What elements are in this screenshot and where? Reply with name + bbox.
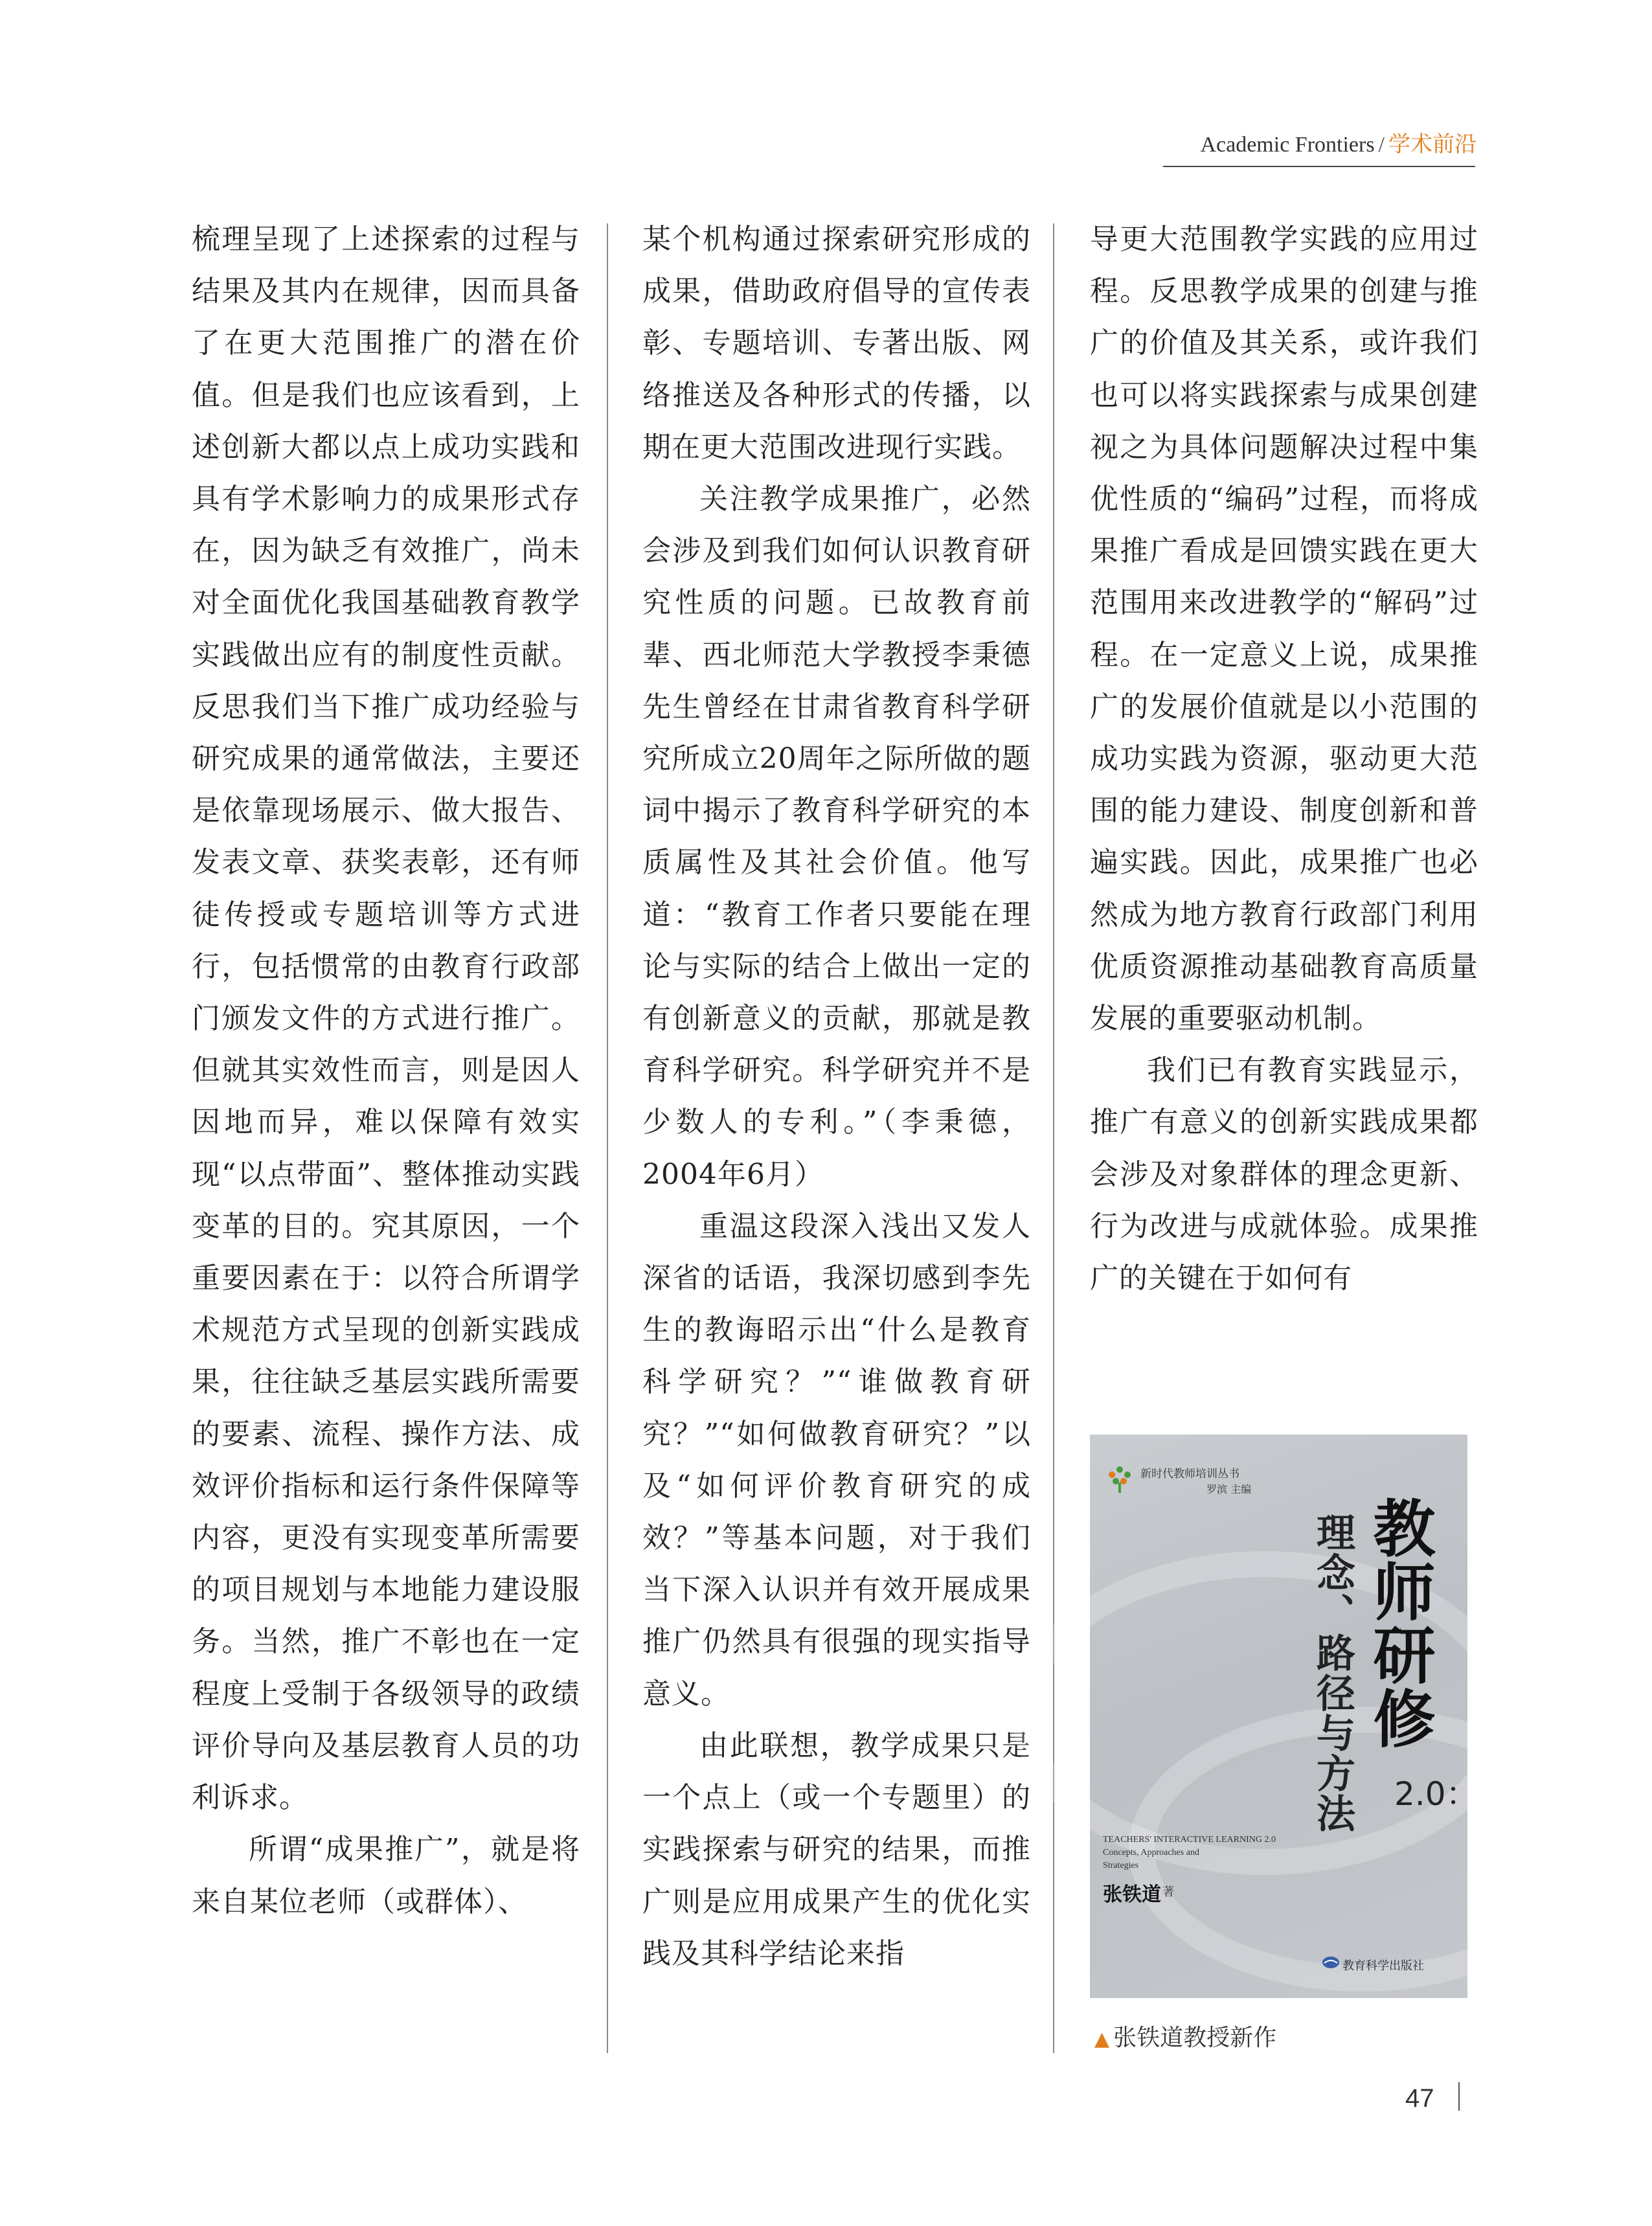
header-english: Academic Frontiers [1200,133,1375,157]
cover-version: 2.0： [1394,1775,1478,1813]
text-column-3 [1090,214,1478,1392]
cover-series: 新时代教师培训丛书 [1140,1468,1239,1481]
cover-editor: 罗滨 主编 [1206,1483,1252,1495]
paragraph: 由此联想，教学成果只是一个点上（或一个专题里）的实践探索与研究的结果，而推广则是应用成果产生的优化实践及其科学结论来指 [642,1729,1031,1970]
paragraph: 某个机构通过探索研究形成的成果，借助政府倡导的宣传表彰、专题培训、专著出版、网络推送及各种形式的传播，以期在更大范围改进现行实践。 [642,223,1031,464]
column-divider [607,223,608,2053]
cover-title-main: 教师研修 [1363,1496,1436,1750]
header-separator: / [1378,133,1385,157]
publisher-logo-icon [1322,1955,1340,1970]
cover-title-sub: 理念、路径与方法 [1310,1512,1355,1834]
paragraph: 关注教学成果推广，必然会涉及到我们如何认识教育研究性质的问题。已故教育前辈、西北师范大学教授李秉德先生曾经在甘肃省教育科学研究所成立20周年之际所做的题词中揭示了教育科学研究的本质属性及其社会价值。他写道：“教育工作者只要能在理论与实际的结合上做出一定的有创新意义的贡献，那就是教育科学研究。科学研究并不是少数人的专利。”（李秉德，2004年6月） [642,483,1031,1191]
book-cover-image [1090,1435,1478,1998]
tree-logo-icon [1104,1463,1135,1494]
header-chinese: 学术前沿 [1388,131,1477,157]
cover-english-title: Concepts, Approaches and [1103,1848,1199,1857]
caption-text: 张铁道教授新作 [1113,2025,1277,2051]
paragraph: 重温这段深入浅出又发人深省的话语，我深切感到李先生的教诲昭示出“什么是教育科学研究？”“谁做教育研究？”“如何做教育研究？”以及“如何评价教育研究的成效？”等基本问题，对于我们当下深入认识并有效开展成果推广仍然具有很强的现实指导意义。 [642,1209,1031,1710]
cover-english-title: Strategies [1103,1861,1139,1870]
orange-triangle-icon: ▲ [1094,2028,1110,2050]
cover-author-role: 著 [1162,1885,1174,1899]
paragraph: 所谓“成果推广”，就是将来自某位老师（或群体）、 [192,1833,580,1918]
cover-english-title: TEACHERS' INTERACTIVE LEARNING 2.0 [1103,1835,1276,1845]
running-header [1159,126,1477,158]
paragraph: 梳理呈现了上述探索的过程与结果及其内在规律，因而具备了在更大范围推广的潜在价值。但是我们也应该看到，上述创新大都以点上成功实践和具有学术影响力的成果形式存在，因为缺乏有效推广，尚未对全面优化我国基础教育教学实践做出应有的制度性贡献。反思我们当下推广成功经验与研究成果的通常做法，主要还是依靠现场展示、做大报告、发表文章、获奖表彰，还有师徒传授或专题培训等方式进行，包括惯常的由教育行政部门颁发文件的方式进行推广。但就其实效性而言，则是因人因地而异，难以保障有效实现“以点带面”、整体推动实践变革的目的。究其原因，一个重要因素在于：以符合所谓学术规范方式呈现的创新实践成果，往往缺乏基层实践所需要的要素、流程、操作方法、成效评价指标和运行条件保障等内容，更没有实现变革所需要的项目规划与本地能力建设服务。当然，推广不彰也在一定程度上受制于各级领导的政绩评价导向及基层教育人员的功利诉求。 [192,223,580,1815]
paragraph: 我们已有教育实践显示，推广有意义的创新实践成果都会涉及对象群体的理念更新、行为改进与成就体验。成果推广的关键在于如何有 [1090,1054,1478,1295]
figure-caption [1094,2019,1276,2052]
page-number-rule [1458,2082,1460,2111]
paragraph: 导更大范围教学实践的应用过程。反思教学成果的创建与推广的价值及其关系，或许我们也可以将实践探索与成果创建视之为具体问题解决过程中集优性质的“编码”过程，而将成果推广看成是回馈实践在更大范围用来改进教学的“解码”过程。在一定意义上说，成果推广的发展价值就是以小范围的成功实践为资源，驱动更大范围的能力建设、制度创新和普遍实践。因此，成果推广也必然成为地方教育行政部门利用优质资源推动基础教育高质量发展的重要驱动机制。 [1090,223,1478,1036]
text-column-2 [642,214,1031,1980]
page-number: 47 [1405,2084,1434,2113]
header-rule [1163,166,1475,167]
cover-author: 张铁道 [1103,1883,1161,1906]
text-column-1 [192,214,580,1928]
cover-publisher: 教育科学出版社 [1342,1959,1424,1973]
